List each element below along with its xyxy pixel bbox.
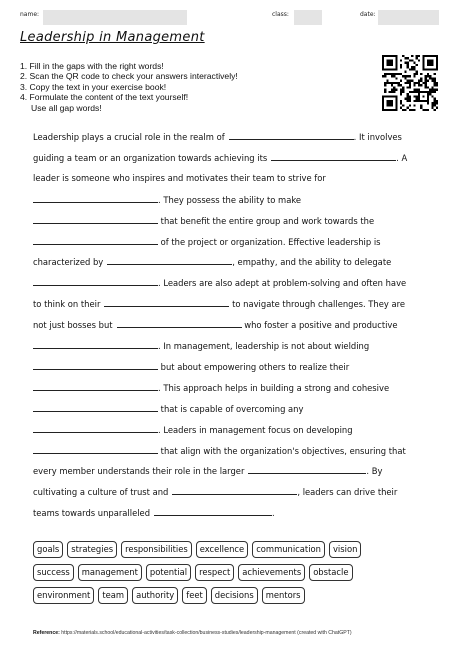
text-segment: teams towards unparalleled (33, 508, 151, 519)
text-segment: characterized by (33, 257, 104, 268)
word-chip[interactable]: mentors (262, 587, 305, 604)
text-segment: that is capable of overcoming any (158, 403, 304, 414)
reference-text: https://materials.school/educational-activities/task-collection/business-studies/leadership-management (created with ChatGPT) (61, 630, 352, 636)
worksheet-title: Leadership in Management (20, 30, 205, 45)
word-chip[interactable]: potential (146, 564, 191, 581)
gap-blank[interactable] (33, 382, 158, 391)
word-chip[interactable]: environment (33, 587, 94, 604)
text-segment: . In management, leadership is not about wielding (158, 341, 370, 351)
word-chip[interactable]: communication (252, 541, 325, 558)
instruction-item: 2. Scan the QR code to check your answers interactively! (20, 71, 238, 82)
word-bank (33, 541, 433, 610)
instruction-item: 3. Copy the text in your exercise book! (20, 81, 167, 92)
word-chip[interactable]: strategies (67, 541, 117, 558)
text-line (33, 486, 397, 497)
text-segment: . By (366, 466, 383, 477)
word-chip[interactable]: feet (182, 587, 207, 604)
text-line (33, 131, 402, 142)
class-label: class: (272, 11, 289, 18)
text-segment: , leaders can drive their (297, 487, 398, 498)
text-line (33, 465, 382, 476)
text-segment: guiding a team or an organization towards achieving its (33, 152, 268, 163)
text-segment: that benefit the entire group and work towards the (158, 215, 375, 226)
text-line (33, 507, 275, 518)
gap-blank[interactable] (33, 340, 158, 349)
text-segment: of the project or organization. Effective leadership is (158, 236, 381, 247)
text-line (33, 215, 374, 226)
text-segment: . Leaders are also adept at problem-solving and often have (158, 278, 407, 289)
text-line (33, 403, 303, 414)
text-segment: . A (396, 152, 408, 163)
gap-blank[interactable] (107, 256, 232, 265)
text-segment: to think on their (33, 299, 101, 310)
instructions (20, 61, 238, 113)
word-chip[interactable]: responsibilities (121, 541, 192, 558)
text-line (33, 277, 406, 288)
name-label: name: (20, 11, 40, 18)
gap-blank[interactable] (104, 298, 229, 307)
reference (33, 630, 352, 636)
date-label: date: (360, 11, 376, 18)
text-segment: but about empowering others to realize their (158, 361, 350, 372)
word-row (33, 541, 433, 558)
word-row (33, 587, 433, 604)
word-chip[interactable]: goals (33, 541, 63, 558)
instruction-item: Use all gap words! (31, 102, 102, 113)
text-line (33, 298, 405, 309)
gap-blank[interactable] (271, 152, 396, 161)
word-row (33, 564, 433, 581)
text-segment: not just bosses but (33, 320, 113, 331)
gap-blank[interactable] (172, 486, 297, 495)
text-line (33, 319, 398, 330)
word-chip[interactable]: obstacle (309, 564, 352, 581)
text-segment: that align with the organization's objectives, ensuring that (158, 445, 406, 456)
gap-blank[interactable] (33, 215, 158, 224)
gap-blank[interactable] (33, 194, 158, 203)
text-line (33, 194, 301, 205)
text-segment: . Leaders in management focus on developing (158, 424, 353, 435)
gap-blank[interactable] (33, 403, 158, 412)
text-segment: , empathy, and the ability to delegate (232, 257, 392, 268)
instruction-item: 4. Formulate the content of the text yourself! (20, 92, 189, 103)
date-field[interactable] (378, 10, 439, 25)
instruction-item: 1. Fill in the gaps with the right words! (20, 61, 164, 71)
gap-blank[interactable] (117, 319, 242, 328)
text-segment: Leadership plays a crucial role in the realm of (33, 132, 225, 142)
name-field[interactable] (43, 10, 187, 25)
text-line (33, 445, 406, 456)
text-segment: to navigate through challenges. They are (229, 299, 406, 310)
word-chip[interactable]: achievements (238, 564, 305, 581)
text-line (33, 382, 389, 393)
reference-label: Reference: (33, 630, 60, 636)
text-segment: leader is someone who inspires and motivates their team to strive for (33, 172, 326, 183)
text-segment: . This approach helps in building a strong and cohesive (158, 382, 390, 393)
gap-blank[interactable] (154, 507, 272, 516)
text-segment: . It involves (353, 132, 402, 142)
word-chip[interactable]: authority (132, 587, 178, 604)
word-chip[interactable]: management (78, 564, 142, 581)
word-chip[interactable]: success (33, 564, 74, 581)
word-chip[interactable]: vision (329, 541, 361, 558)
text-segment: . They possess the ability to make (158, 194, 302, 205)
text-segment: cultivating a culture of trust and (33, 487, 169, 498)
text-line (33, 236, 381, 247)
gap-blank[interactable] (33, 236, 158, 245)
text-line (33, 173, 326, 183)
gap-blank[interactable] (33, 424, 158, 433)
text-line (33, 340, 369, 351)
word-chip[interactable]: excellence (196, 541, 248, 558)
text-line (33, 361, 349, 372)
gap-blank[interactable] (33, 277, 158, 286)
word-chip[interactable]: team (98, 587, 128, 604)
text-segment: . (272, 508, 275, 519)
gap-blank[interactable] (248, 465, 366, 474)
gap-blank[interactable] (229, 131, 354, 140)
qr-code-icon[interactable] (382, 55, 438, 111)
text-line (33, 424, 353, 435)
word-chip[interactable]: respect (195, 564, 234, 581)
text-line (33, 152, 407, 163)
text-segment: who foster a positive and productive (241, 320, 398, 331)
text-line (33, 256, 391, 267)
gap-blank[interactable] (33, 361, 158, 370)
text-segment: every member understands their role in the larger (33, 466, 245, 477)
word-chip[interactable]: decisions (211, 587, 258, 604)
gap-blank[interactable] (33, 445, 158, 454)
class-field[interactable] (294, 10, 322, 25)
